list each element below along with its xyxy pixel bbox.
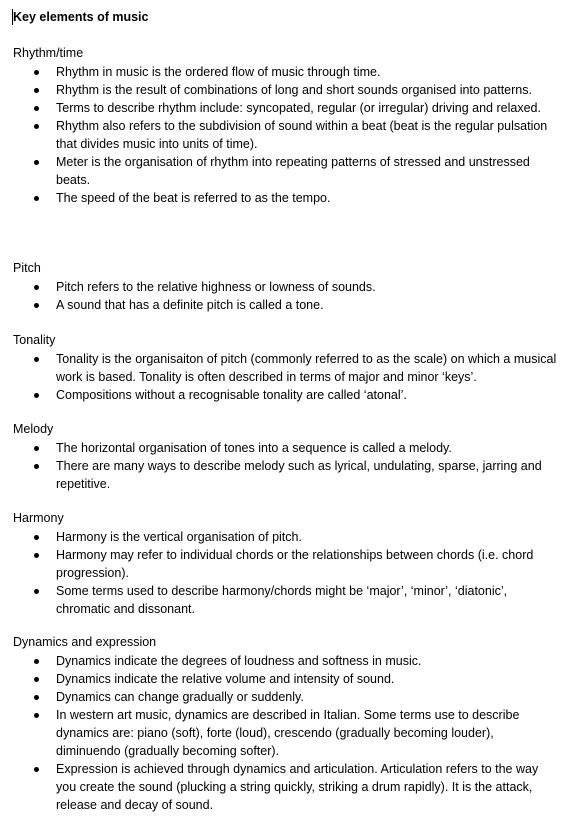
bullet-icon (34, 160, 39, 165)
list-item (13, 99, 558, 117)
bullet-icon (34, 695, 39, 700)
list-item-text: Terms to describe rhythm include: syncopated, regular (or irregular) driving and relaxed. (56, 101, 541, 115)
list-item (13, 386, 558, 404)
list-item (13, 81, 558, 99)
section-heading: Harmony (13, 511, 64, 525)
bullet-list (13, 652, 558, 814)
list-item (13, 439, 558, 457)
list-item (13, 457, 558, 493)
section-harmony (13, 509, 558, 618)
list-item-text: Tonality is the organisaiton of pitch (commonly referred to as the scale) on which a musical work is based. Tonality is often described in terms of major and minor ‘keys’. (56, 352, 557, 384)
bullet-icon (34, 393, 39, 398)
list-item (13, 688, 558, 706)
bullet-icon (34, 659, 39, 664)
bullet-list (13, 528, 558, 618)
list-item (13, 153, 558, 189)
list-item (13, 189, 558, 207)
bullet-icon (34, 767, 39, 772)
list-item (13, 670, 558, 688)
list-item-text: Expression is achieved through dynamics and articulation. Articulation refers to the way you create the sound (plucking a string quickly, striking a drum rapidly). It is the attack, release and decay of sound. (56, 762, 539, 812)
bullet-icon (34, 446, 39, 451)
list-item-text: Meter is the organisation of rhythm into repeating patterns of stressed and unstressed beats. (56, 155, 530, 187)
section-tonality (13, 331, 558, 404)
section-heading: Melody (13, 422, 54, 436)
bullet-icon (34, 589, 39, 594)
list-item-text: Dynamics indicate the relative volume and intensity of sound. (56, 672, 395, 686)
bullet-icon (34, 88, 39, 93)
list-item-text: Rhythm is the result of combinations of long and short sounds organised into patterns. (56, 83, 532, 97)
section-melody (13, 420, 558, 493)
list-item (13, 350, 558, 386)
list-item-text: Harmony may refer to individual chords or the relationships between chords (i.e. chord progression). (56, 548, 534, 580)
section-dynamics-expression (13, 633, 558, 814)
list-item-text: Harmony is the vertical organisation of pitch. (56, 530, 302, 544)
document-title: Key elements of music (13, 10, 149, 24)
section-pitch (13, 259, 558, 314)
list-item-text: Some terms used to describe harmony/chords might be ‘major’, ‘minor’, ‘diatonic’, chromatic and dissonant. (56, 584, 508, 616)
list-item (13, 760, 558, 814)
list-item (13, 528, 558, 546)
list-item (13, 117, 558, 153)
list-item-text: Rhythm also refers to the subdivision of sound within a beat (beat is the regular pulsation that divides music into units of time). (56, 119, 548, 151)
section-heading: Pitch (13, 261, 41, 275)
section-heading: Rhythm/time (13, 46, 84, 60)
list-item-text: Rhythm in music is the ordered flow of music through time. (56, 65, 381, 79)
list-item-text: Pitch refers to the relative highness or lowness of sounds. (56, 280, 376, 294)
section-heading: Tonality (13, 333, 56, 347)
list-item (13, 706, 558, 760)
section-rhythm-time (13, 44, 558, 207)
bullet-icon (34, 70, 39, 75)
bullet-icon (34, 106, 39, 111)
list-item-text: There are many ways to describe melody such as lyrical, undulating, sparse, jarring and repetitive. (56, 459, 542, 491)
section-heading: Dynamics and expression (13, 635, 157, 649)
list-item (13, 63, 558, 81)
list-item (13, 278, 558, 296)
list-item-text: A sound that has a definite pitch is called a tone. (56, 298, 324, 312)
bullet-icon (34, 357, 39, 362)
list-item-text: Dynamics indicate the degrees of loudness and softness in music. (56, 654, 422, 668)
bullet-icon (34, 713, 39, 718)
bullet-list (13, 278, 558, 314)
list-item-text: In western art music, dynamics are described in Italian. Some terms use to describe dynamics are: piano (soft), forte (loud), crescendo (gradually becoming louder), diminuendo (gradually becoming softer). (56, 708, 520, 758)
bullet-icon (34, 553, 39, 558)
bullet-icon (34, 124, 39, 129)
list-item (13, 652, 558, 670)
bullet-icon (34, 464, 39, 469)
list-item (13, 546, 558, 582)
bullet-icon (34, 303, 39, 308)
bullet-icon (34, 677, 39, 682)
bullet-icon (34, 535, 39, 540)
list-item (13, 582, 558, 618)
bullet-list (13, 350, 558, 404)
list-item-text: The speed of the beat is referred to as the tempo. (56, 191, 331, 205)
bullet-list (13, 439, 558, 493)
list-item-text: Dynamics can change gradually or suddenly. (56, 690, 304, 704)
list-item (13, 296, 558, 314)
list-item-text: Compositions without a recognisable tonality are called ‘atonal’. (56, 388, 407, 402)
bullet-list (13, 63, 558, 207)
list-item-text: The horizontal organisation of tones into a sequence is called a melody. (56, 441, 452, 455)
bullet-icon (34, 285, 39, 290)
bullet-icon (34, 196, 39, 201)
